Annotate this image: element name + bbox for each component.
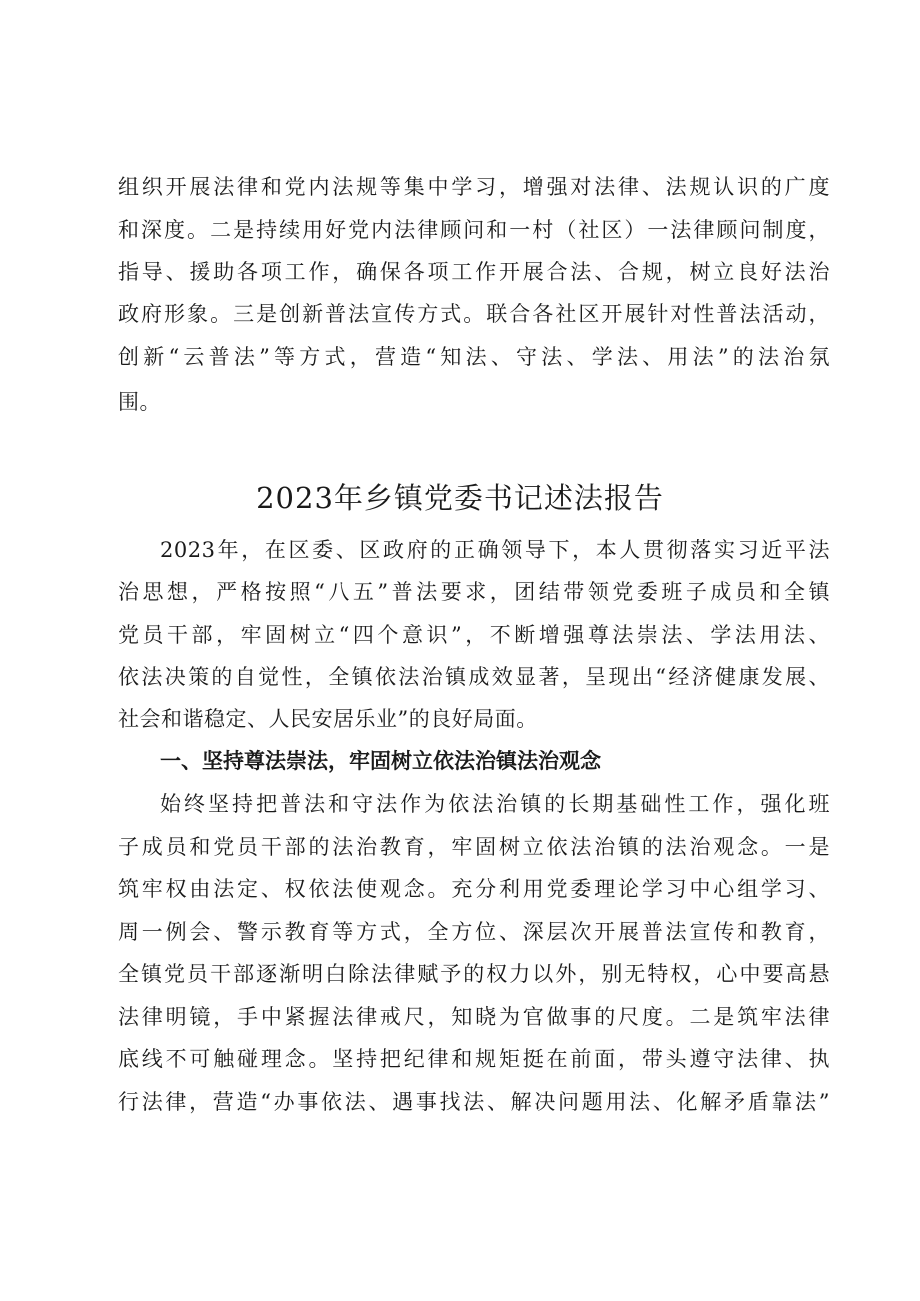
text-line: 行法律，营造“办事依法、遇事找法、解决问题用法、化解矛盾靠法” <box>118 1090 830 1114</box>
text-line: 底线不可触碰理念。坚持把纪律和规矩挺在前面，带头遵守法律、执 <box>118 1047 830 1071</box>
text-line: 指导、援助各项工作，确保各项工作开展合法、合规，树立良好法治 <box>118 260 830 284</box>
text-line: 子成员和党员干部的法治教育，牢固树立依法治镇的法治观念。一是 <box>118 835 830 859</box>
text-line: 法律明镜，手中紧握法律戒尺，知晓为官做事的尺度。二是筑牢法律 <box>118 1005 830 1029</box>
report-title: 2023年乡镇党委书记述法报告 <box>256 481 664 515</box>
text-line: 周一例会、警示教育等方式，全方位、深层次开展普法宣传和教育， <box>118 920 830 944</box>
text-line: 2023年，在区委、区政府的正确领导下，本人贯彻落实习近平法 <box>160 538 830 562</box>
text-line: 创新“云普法”等方式，营造“知法、守法、学法、用法”的法治氛 <box>118 345 830 369</box>
text-line: 围。 <box>118 390 161 414</box>
text-line: 始终坚持把普法和守法作为依法治镇的长期基础性工作，强化班 <box>160 792 830 816</box>
text-line: 全镇党员干部逐渐明白除法律赋予的权力以外，别无特权，心中要高悬 <box>118 962 830 986</box>
section-heading: 一、坚持尊法崇法，牢固树立依法治镇法治观念 <box>160 749 601 773</box>
text-line: 依法决策的自觉性，全镇依法治镇成效显著，呈现出“经济健康发展、 <box>118 665 830 689</box>
text-line: 党员干部，牢固树立“四个意识”，不断增强尊法崇法、学法用法、 <box>118 623 830 647</box>
text-line: 筑牢权由法定、权依法使观念。充分利用党委理论学习中心组学习、 <box>118 877 830 901</box>
text-line: 组织开展法律和党内法规等集中学习，增强对法律、法规认识的广度 <box>118 175 830 199</box>
text-line: 治思想，严格按照“八五”普法要求，团结带领党委班子成员和全镇 <box>118 580 830 604</box>
text-line: 政府形象。三是创新普法宣传方式。联合各社区开展针对性普法活动， <box>118 302 830 326</box>
text-line: 和深度。二是持续用好党内法律顾问和一村（社区）一法律顾问制度， <box>118 218 830 242</box>
text-line: 社会和谐稳定、人民安居乐业”的良好局面。 <box>118 707 538 731</box>
